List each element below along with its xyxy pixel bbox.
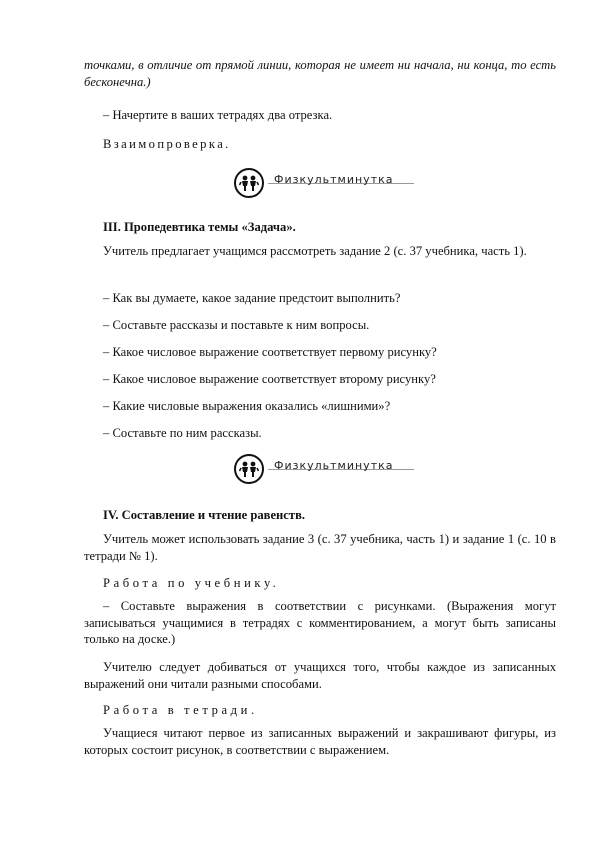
physical-break-banner bbox=[230, 167, 418, 203]
physical-break-banner bbox=[230, 453, 418, 489]
work-textbook-label: Работа по учебнику. bbox=[103, 576, 280, 590]
section3-question: – Какие числовые выражения оказались «лишними»? bbox=[103, 399, 391, 413]
section3-question: – Составьте рассказы и поставьте к ним вопросы. bbox=[103, 318, 370, 332]
two-children-icon bbox=[234, 454, 264, 484]
intro-italic-paragraph: точками, в отличие от прямой линии, которая не имеет ни начала, ни конца, то есть бесконечна.) bbox=[84, 58, 556, 89]
textbook-task: – Составьте выражения в соответствии с рисунками. (Выражения могут записываться учащимися в тетрадях с комментированием, а могут быть записаны только на доске.) bbox=[84, 599, 556, 646]
teacher-note: Учителю следует добиваться от учащихся того, чтобы каждое из записанных выражений они читали разными способами. bbox=[84, 660, 556, 691]
banner-label: Физкультминутка bbox=[274, 459, 394, 472]
section4-intro: Учитель может использовать задание 3 (с. 37 учебника, часть 1) и задание 1 (с. 10 в тетради № 1). bbox=[84, 532, 556, 563]
notebook-task: Учащиеся читают первое из записанных выражений и закрашивают фигуры, из которых состоит рисунок, в соответствии с выражением. bbox=[84, 726, 556, 757]
section3-question: – Составьте по ним рассказы. bbox=[103, 426, 262, 440]
banner-label: Физкультминутка bbox=[274, 173, 394, 186]
section3-intro: Учитель предлагает учащимся рассмотреть задание 2 (с. 37 учебника, часть 1). bbox=[103, 244, 527, 258]
section3-question: – Как вы думаете, какое задание предстоит выполнить? bbox=[103, 291, 401, 305]
section4-heading: IV. Составление и чтение равенств. bbox=[103, 508, 306, 522]
section3-heading: III. Пропедевтика темы «Задача». bbox=[103, 220, 296, 234]
two-children-icon bbox=[234, 168, 264, 198]
work-notebook-label: Работа в тетради. bbox=[103, 703, 258, 717]
mutual-check-label: Взаимопроверка. bbox=[103, 137, 231, 151]
task-draw-segments: – Начертите в ваших тетрадях два отрезка. bbox=[103, 108, 333, 122]
section3-question: – Какое числовое выражение соответствует второму рисунку? bbox=[103, 372, 436, 386]
section3-question: – Какое числовое выражение соответствует первому рисунку? bbox=[103, 345, 437, 359]
